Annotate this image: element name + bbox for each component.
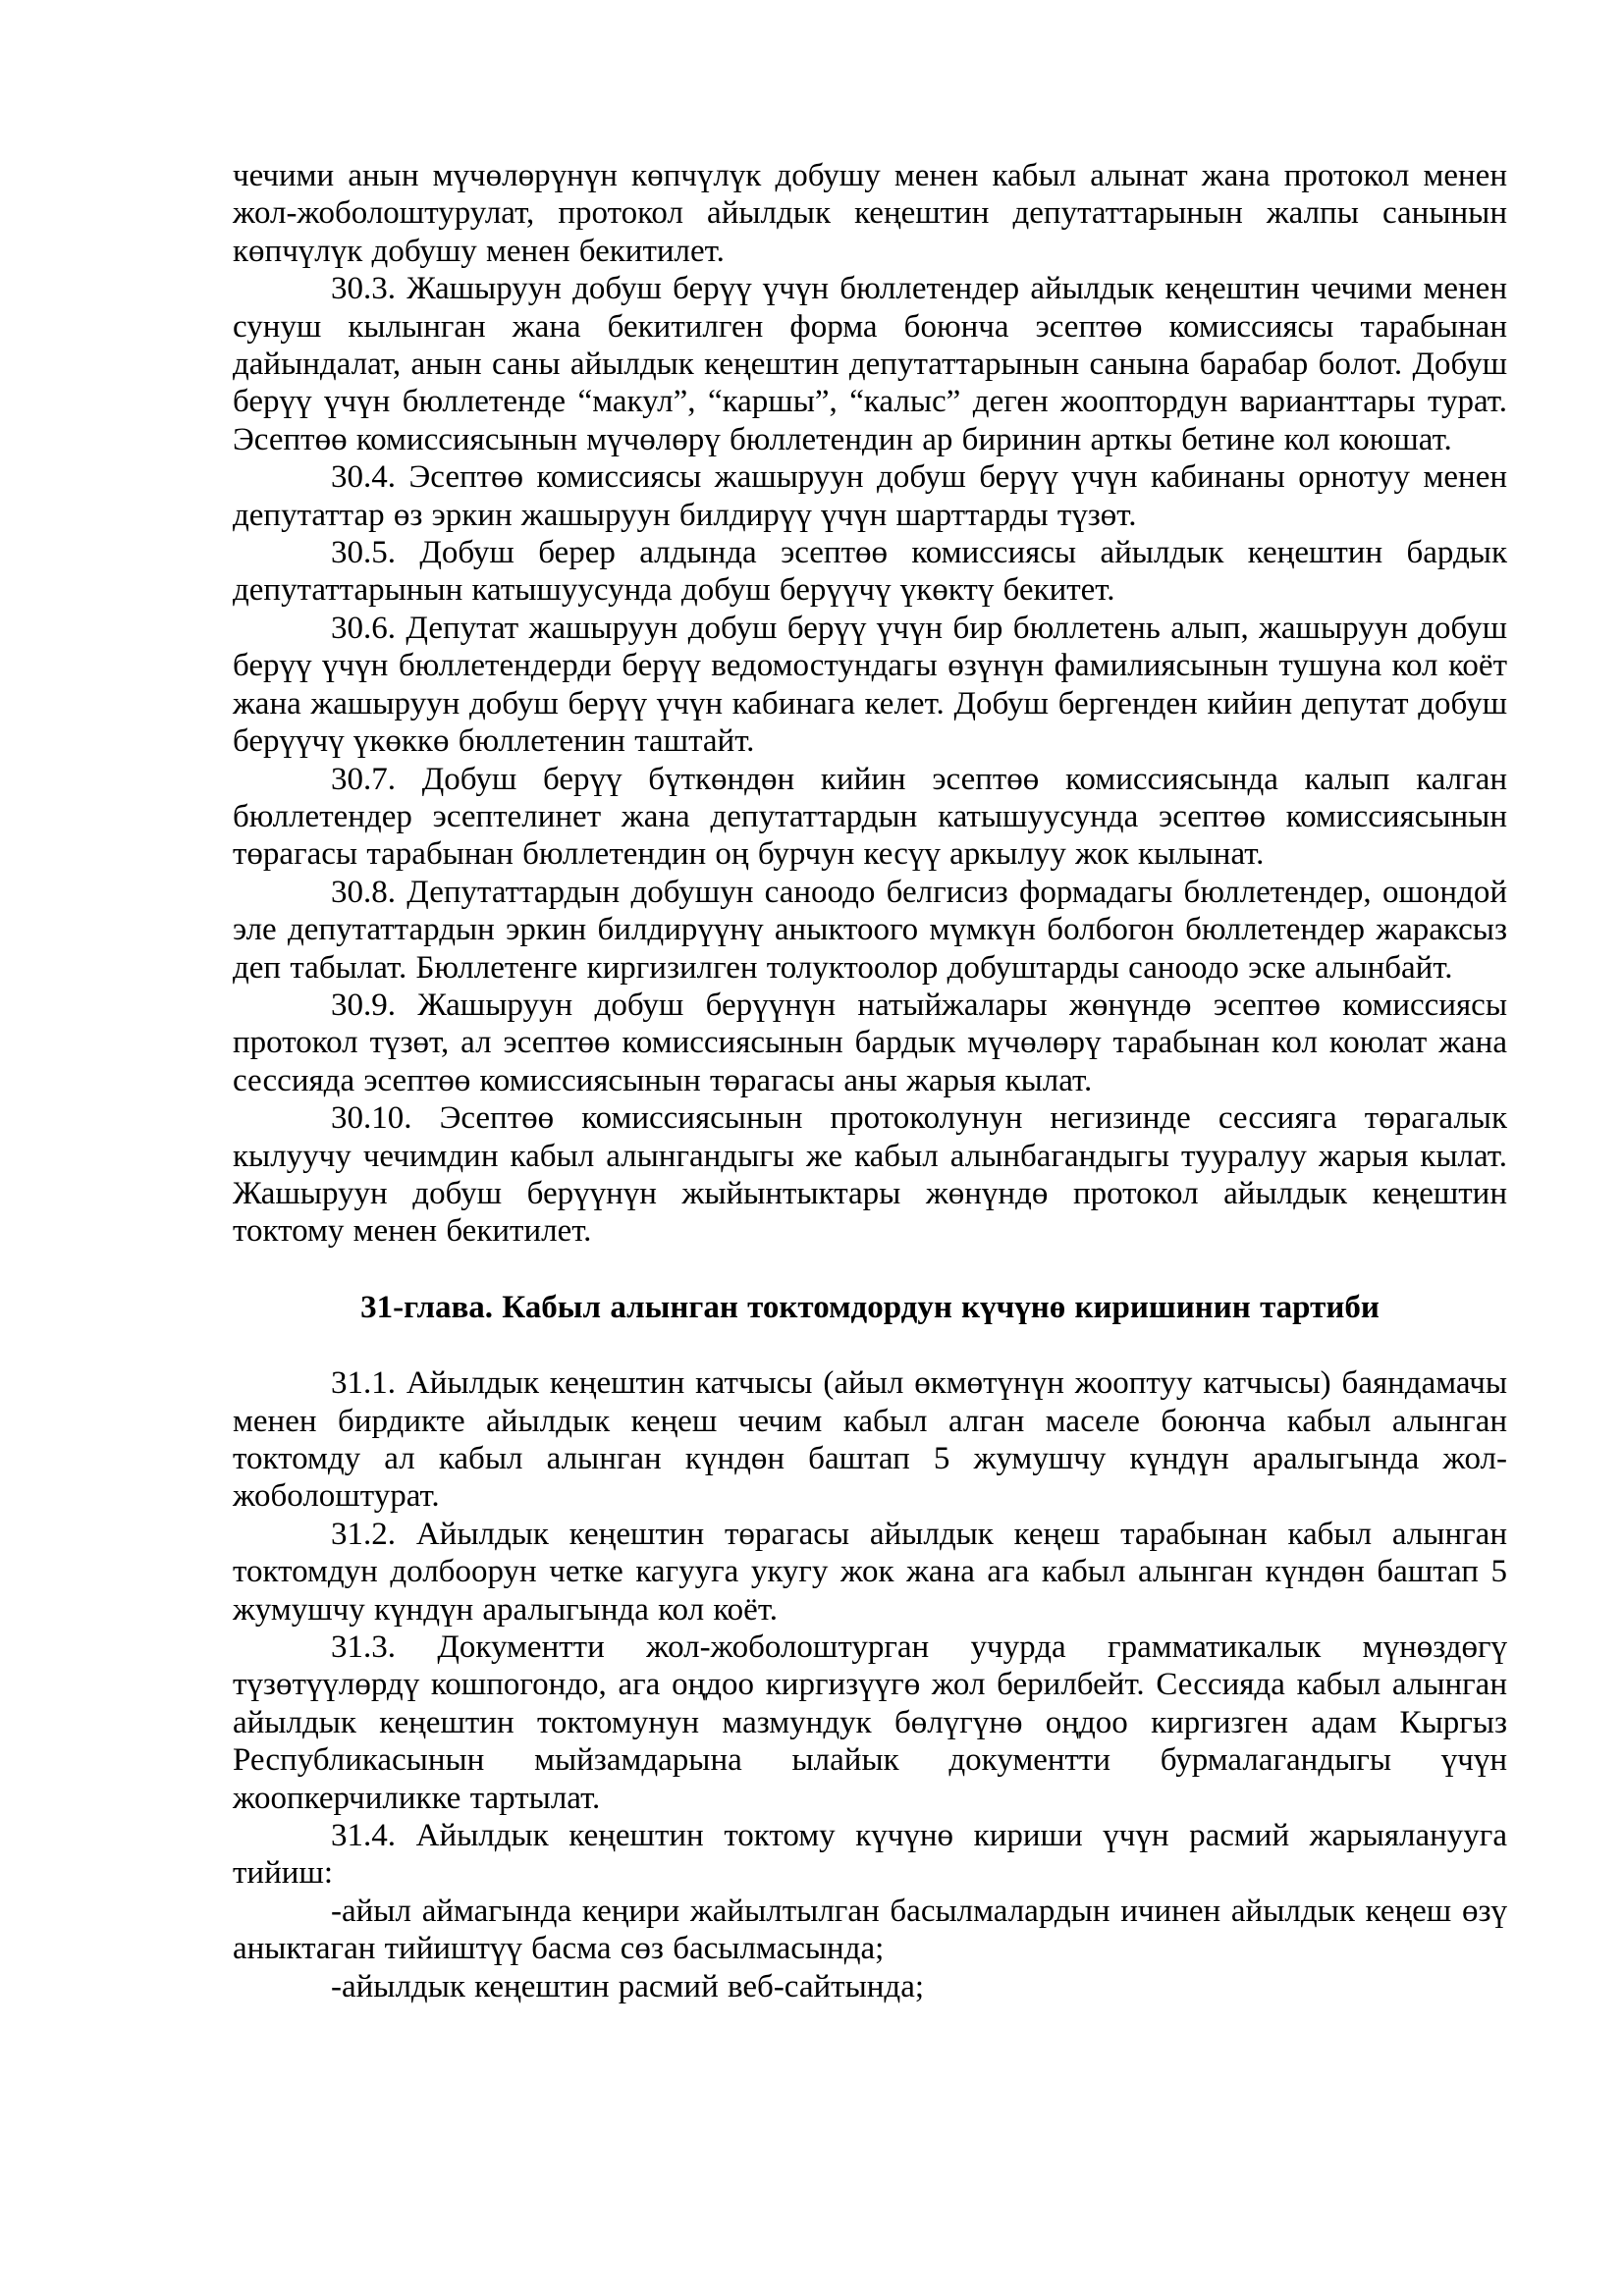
- clause-30-9: 30.9. Жашыруун добуш берүүнүн натыйжалары жөнүндө эсептөө комиссиясы протокол түзөт, ал эсептөө комиссиясынын бардык мүчөлөрү тарабынан кол коюлат жана сессияда эсептөө комиссиясынын төрагасы аны жарыя кылат.: [233, 987, 1507, 1098]
- chapter-31-heading: 31-глава. Кабыл алынган токтомдордун күчүнө киришинин тартиби: [360, 1289, 1380, 1325]
- clause-31-2: 31.2. Айылдык кеңештин төрагасы айылдык кеңеш тарабынан кабыл алынган токтомдун долбоорун четке кагууга укугу жок жана ага кабыл алынган күндөн баштап 5 жумушчу күндүн аралыгында кол коёт.: [233, 1516, 1507, 1628]
- clause-31-1: 31.1. Айылдык кеңештин катчысы (айыл өкмөтүнүн жооптуу катчысы) баяндамачы менен бирдикте айылдык кеңеш чечим кабыл алган маселе боюнча кабыл алынган токтомду ал кабыл алынган күндөн баштап 5 жумушчу күндүн аралыгында жол-жоболоштурат.: [233, 1365, 1507, 1515]
- clause-30-5: 30.5. Добуш берер алдында эсептөө комиссиясы айылдык кеңештин бардык депутаттарынын катышуусунда добуш берүүчү үкөктү бекитет.: [233, 535, 1507, 609]
- clause-30-3: 30.3. Жашыруун добуш берүү үчүн бюллетендер айылдык кеңештин чечими менен сунуш кылынган жана бекитилген форма боюнча эсептөө комиссиясы тарабынан дайындалат, анын саны айылдык кеңештин депутаттарынын санына барабар болот. Добуш берүү үчүн бюллетенде “макул”, “каршы”, “калыс” деген жооптордун варианттары турат. Эсептөө комиссиясынын мүчөлөрү бюллетендин ар биринин арткы бетине кол коюшат.: [233, 271, 1507, 457]
- clause-30-10: 30.10. Эсептөө комиссиясынын протоколунун негизинде сессияга төрагалык кылуучу чечимдин кабыл алынгандыгы же кабыл алынбагандыгы тууралуу жарыя кылат. Жашыруун добуш берүүнүн жыйынтыктары жөнүндө протокол айылдык кеңештин токтому менен бекитилет.: [233, 1100, 1507, 1250]
- clause-30-8: 30.8. Депутаттардын добушун саноодо белгисиз формадагы бюллетендер, ошондой эле депутаттардын эркин билдирүүнү аныктоого мүмкүн болбогон бюллетендер жараксыз деп табылат. Бюллетенге киргизилген толуктоолор добуштарды саноодо эске алынбайт.: [233, 874, 1507, 986]
- paragraph-continuation: чечими анын мүчөлөрүнүн көпчүлүк добушу менен кабыл алынат жана протокол менен жол-жоболоштурулат, протокол айылдык кеңештин депутаттарынын жалпы санынын көпчүлүк добушу менен бекитилет.: [233, 158, 1507, 269]
- clause-30-7: 30.7. Добуш берүү бүткөндөн кийин эсептөө комиссиясында калып калган бюллетендер эсептелинет жана депутаттардын катышуусунда эсептөө комиссиясынын төрагасы тарабынан бюллетендин оң бурчун кесүү аркылуу жок кылынат.: [233, 761, 1507, 873]
- list-item-print-publication: -айыл аймагында кеңири жайылтылган басылмалардын ичинен айылдык кеңеш өзү аныктаган тийиштүү басма сөз басылмасында;: [233, 1893, 1507, 1967]
- clause-31-3: 31.3. Документти жол-жоболоштурган учурда грамматикалык мүнөздөгү түзөтүүлөрдү кошпогондо, ага оңдоо киргизүүгө жол берилбейт. Сессияда кабыл алынган айылдык кеңештин токтомунун мазмундук бөлүгүнө оңдоо киргизген адам Кыргыз Республикасынын мыйзамдарына ылайык документти бурмалагандыгы үчүн жоопкерчиликке тартылат.: [233, 1629, 1507, 1816]
- clause-30-4: 30.4. Эсептөө комиссиясы жашыруун добуш берүү үчүн кабинаны орнотуу менен депутаттар өз эркин жашыруун билдирүү үчүн шарттарды түзөт.: [233, 459, 1507, 533]
- clause-31-4: 31.4. Айылдык кеңештин токтому күчүнө кириши үчүн расмий жарыяланууга тийиш:: [233, 1818, 1507, 1892]
- clause-30-6: 30.6. Депутат жашыруун добуш берүү үчүн бир бюллетень алып, жашыруун добуш берүү үчүн бюллетендерди берүү ведомостундагы өзүнүн фамилиясынын тушуна кол коёт жана жашыруун добуш берүү үчүн кабинага келет. Добуш бергенден кийин депутат добуш берүүчү үкөккө бюллетенин таштайт.: [233, 610, 1507, 760]
- list-item-official-website: -айылдык кеңештин расмий веб-сайтында;: [331, 1968, 925, 2004]
